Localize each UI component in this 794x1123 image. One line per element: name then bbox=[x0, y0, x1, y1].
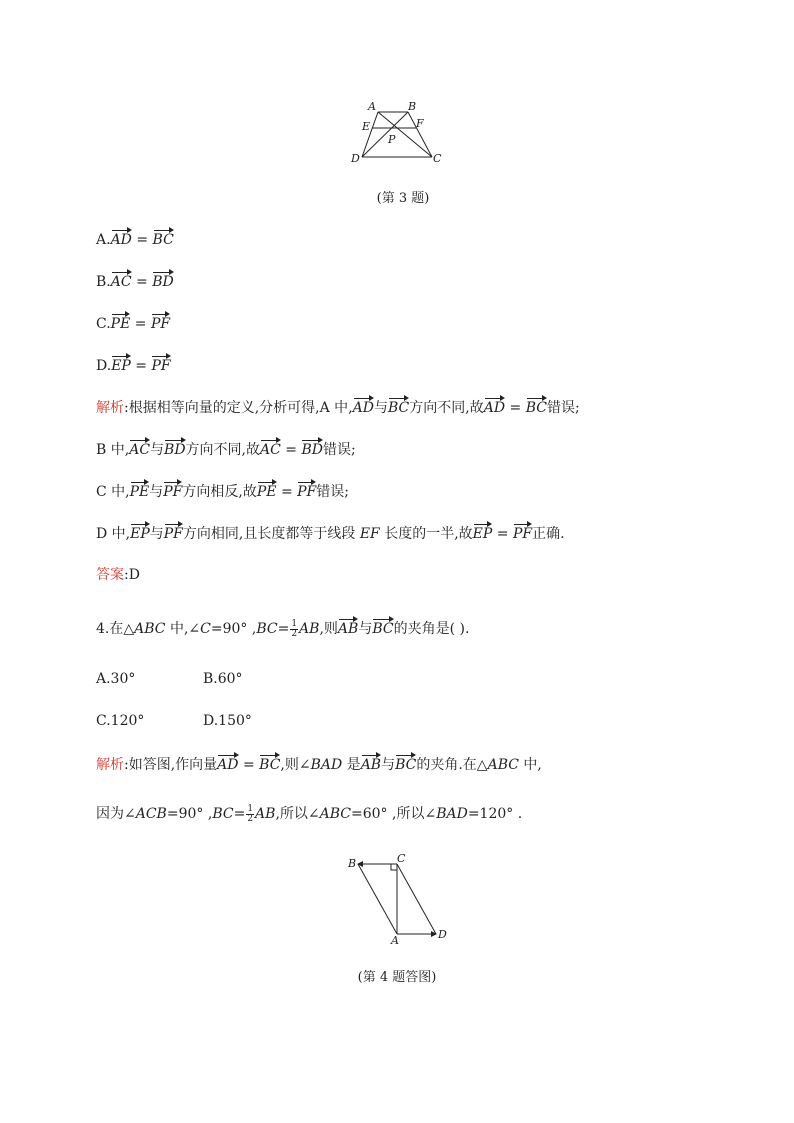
q3-option-b: B.AC = BD bbox=[96, 270, 174, 292]
analysis-label: 解析 bbox=[96, 757, 124, 773]
q3-answer: 答案:D bbox=[96, 567, 140, 583]
figure-3-trapezoid bbox=[340, 92, 460, 172]
label-b: B bbox=[348, 857, 357, 870]
figure-4-caption: (第 4 题答图) bbox=[357, 970, 437, 985]
label-c: C bbox=[433, 152, 442, 165]
segment-ab bbox=[358, 864, 397, 934]
q4-analysis-line-1: 解析:如答图,作向量AD = BC,则∠BAD 是AB与BC的夹角.在△ABC 中, bbox=[96, 753, 542, 775]
segment-ad bbox=[362, 112, 378, 157]
q4-option-b: B.60° bbox=[203, 671, 243, 687]
label-b: B bbox=[408, 100, 417, 113]
label-c: C bbox=[397, 852, 406, 865]
q3-analysis-line-4: D 中,EP与PF方向相同,且长度都等于线段 EF 长度的一半,故EP = PF正确. bbox=[96, 522, 565, 544]
label-a: A bbox=[368, 100, 376, 113]
label-d: D bbox=[438, 928, 447, 941]
q4-analysis-line-2: 因为∠ACB=90° ,BC= $\frac{1}{2}$ AB,所以∠ABC=60° ,所以∠BAD=120° . bbox=[96, 803, 523, 824]
label-e: E bbox=[362, 120, 371, 133]
q3-analysis-line-3: C 中,PE与PF方向相反,故PE = PF错误; bbox=[96, 480, 349, 502]
segment-ac bbox=[378, 112, 432, 157]
q3-option-c: C.PE = PF bbox=[96, 312, 170, 334]
q4-option-a: A.30° bbox=[96, 671, 136, 687]
q4-stem: 4.在△ABC 中,∠C=90° ,BC= $\frac{1}{2}$ AB,则AB与BC的夹角是( ). bbox=[96, 618, 470, 639]
q4-option-c: C.120° bbox=[96, 713, 145, 729]
segment-cd bbox=[397, 864, 436, 934]
figure-4-parallelogram bbox=[340, 848, 460, 948]
segment-bd bbox=[362, 112, 408, 157]
q3-option-a: A.AD = BC bbox=[96, 228, 174, 250]
q3-analysis-line-1: 解析:根据相等向量的定义,分析可得,A 中,AD与BC方向不同,故AD = BC错误; bbox=[96, 396, 580, 418]
q3-option-d: D.EP = PF bbox=[96, 354, 171, 376]
analysis-label: 解析 bbox=[96, 400, 124, 416]
label-a: A bbox=[391, 934, 399, 947]
q3-analysis-line-2: B 中,AC与BD方向不同,故AC = BD错误; bbox=[96, 438, 356, 460]
figure-3-caption: (第 3 题) bbox=[376, 191, 430, 206]
answer-label: 答案 bbox=[96, 567, 124, 583]
label-f: F bbox=[416, 117, 424, 130]
label-p: P bbox=[388, 133, 396, 146]
label-d: D bbox=[351, 152, 360, 165]
q4-option-d: D.150° bbox=[203, 713, 252, 729]
